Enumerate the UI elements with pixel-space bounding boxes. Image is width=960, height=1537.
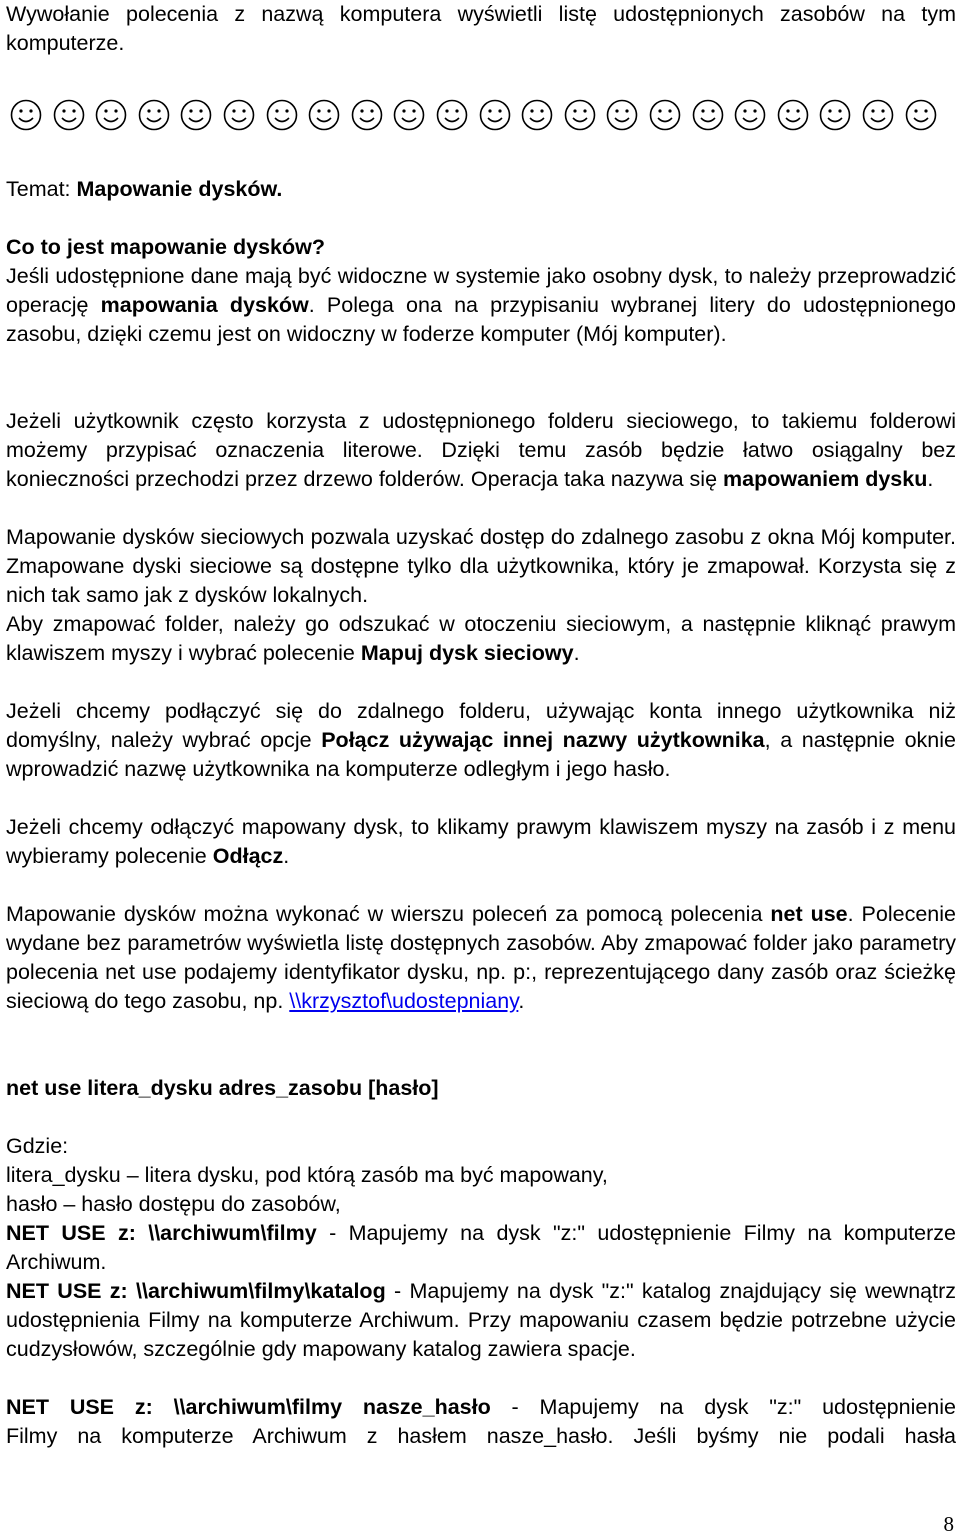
smiley-face-icon bbox=[435, 98, 469, 132]
def2-text: hasło – hasło dostępu do zasobów, bbox=[6, 1192, 341, 1216]
p3-text: Mapowanie dysków sieciowych pozwala uzyskać dostęp do zdalnego zasobu z okna Mój komputer. Zmapowane dyski sieciowe są dostępne tylko dla użytkownika, który je zmapował. Korzysta się z nich tak samo jak z dysków lokalnych. bbox=[6, 525, 956, 607]
topic-label: Temat: bbox=[6, 177, 77, 201]
p5-bold: Połącz używając innej nazwy użytkownika bbox=[321, 728, 765, 752]
topic-title: Mapowanie dysków. bbox=[76, 177, 283, 201]
smiley-face-icon bbox=[179, 98, 213, 132]
smiley-face-icon bbox=[350, 98, 384, 132]
p1-bold: mapowania dysków bbox=[100, 293, 309, 317]
syntax-line bbox=[6, 1074, 956, 1103]
topic-line bbox=[6, 175, 956, 204]
intro-paragraph bbox=[6, 0, 956, 58]
smiley-face-icon bbox=[478, 98, 512, 132]
paragraph-network-drives bbox=[6, 523, 956, 610]
p6-bold: Odłącz bbox=[212, 844, 284, 868]
paragraph-disconnect bbox=[6, 813, 956, 871]
p7-bold: net use bbox=[770, 902, 848, 926]
paragraph-command-line bbox=[6, 900, 956, 1016]
ex1-command: NET USE z: \\archiwum\filmy bbox=[6, 1221, 317, 1245]
network-path-link[interactable]: \\krzysztof\udostepniany bbox=[289, 989, 519, 1013]
ex3-description-2: Filmy na komputerze Archiwum z hasłem nasze_hasło. Jeśli byśmy nie podali hasła bbox=[6, 1424, 956, 1448]
example-1 bbox=[6, 1219, 956, 1277]
question-heading bbox=[6, 233, 956, 262]
p2-text-c: . bbox=[927, 467, 934, 491]
smiley-face-icon bbox=[222, 98, 256, 132]
p5-text-c: , a następnie oknie wprowadzić nazwę użytkownika na komputerze odległym i jego hasło. bbox=[6, 728, 956, 781]
page-number: 8 bbox=[943, 1512, 954, 1536]
p1-text-a: Jeśli udostępnione dane mają być widoczne w systemie jako osobny dysk, to należy przeprowadzić operację bbox=[6, 264, 956, 317]
example-3-line-1 bbox=[6, 1393, 956, 1422]
ex2-command: NET USE z: \\archiwum\filmy\katalog bbox=[6, 1279, 386, 1303]
p4-text-a: Aby zmapować folder, należy go odszukać w otoczeniu sieciowym, a następnie kliknąć prawym klawiszem myszy i wybrać polecenie bbox=[6, 612, 956, 665]
p2-bold: mapowaniem dysku bbox=[723, 467, 928, 491]
ex3-description-1: - Mapujemy na dysk "z:" udostępnienie bbox=[490, 1395, 956, 1419]
smiley-row bbox=[6, 98, 956, 138]
p7-text-d: . bbox=[518, 989, 525, 1013]
p2-text-a: Jeżeli użytkownik często korzysta z udostępnionego folderu sieciowego, to takiemu folderowi możemy przypisać oznaczenia literowe. Dzięki temu zasób będzie łatwo osiągalny bez konieczności przechodzi przez drzewo folderów. Operacja taka nazywa się bbox=[6, 409, 956, 491]
p4-bold: Mapuj dysk sieciowy bbox=[360, 641, 574, 665]
smiley-face-icon bbox=[648, 98, 682, 132]
smiley-face-icon bbox=[520, 98, 554, 132]
ex1-description: - Mapujemy na dysk "z:" udostępnienie Filmy na komputerze Archiwum. bbox=[6, 1221, 956, 1274]
smiley-face-icon bbox=[861, 98, 895, 132]
p1-text-c: . Polega ona na przypisaniu wybranej litery do udostępnionego zasobu, dzięki czemu jest on widoczny w foderze komputer (Mój komputer). bbox=[6, 293, 957, 346]
p6-text-a: Jeżeli chcemy odłączyć mapowany dysk, to klikamy prawym klawiszem myszy na zasób i z menu wybieramy polecenie bbox=[6, 815, 956, 868]
p4-text-c: . bbox=[573, 641, 580, 665]
paragraph-mapping-definition bbox=[6, 262, 956, 349]
smiley-face-icon bbox=[94, 98, 128, 132]
example-3-line-2 bbox=[6, 1422, 956, 1451]
p6-text-c: . bbox=[283, 844, 290, 868]
smiley-face-icon bbox=[307, 98, 341, 132]
gdzie-label bbox=[6, 1132, 956, 1161]
smiley-face-icon bbox=[733, 98, 767, 132]
definition-drive-letter bbox=[6, 1161, 956, 1190]
smiley-face-icon bbox=[392, 98, 426, 132]
smiley-face-icon bbox=[605, 98, 639, 132]
definition-password bbox=[6, 1190, 956, 1219]
def1-text: litera_dysku – litera dysku, pod którą zasób ma być mapowany, bbox=[6, 1163, 608, 1187]
paragraph-how-to-map bbox=[6, 610, 956, 668]
p7-text-a: Mapowanie dysków można wykonać w wierszu poleceń za pomocą polecenia bbox=[6, 902, 771, 926]
p5-text-a: Jeżeli chcemy podłączyć się do zdalnego folderu, używając konta innego użytkownika niż domyślny, należy wybrać opcje bbox=[6, 699, 956, 752]
smiley-face-icon bbox=[691, 98, 725, 132]
smiley-face-icon bbox=[9, 98, 43, 132]
syntax-text: net use litera_dysku adres_zasobu [hasło] bbox=[6, 1076, 439, 1100]
smiley-face-icon bbox=[776, 98, 810, 132]
p7-text-c: . Polecenie wydane bez parametrów wyświetla listę dostępnych zasobów. Aby zmapować folder jako parametry polecenia net use podajemy identyfikator dysku, np. p:, reprezentującego dany zasób oraz ścieżkę sieciową do tego zasobu, np. bbox=[6, 902, 956, 1013]
smiley-face-icon bbox=[904, 98, 938, 132]
paragraph-user-folder bbox=[6, 407, 956, 494]
example-2 bbox=[6, 1277, 956, 1364]
smiley-face-icon bbox=[52, 98, 86, 132]
paragraph-other-user bbox=[6, 697, 956, 784]
ex3-command: NET USE z: \\archiwum\filmy nasze_hasło bbox=[6, 1395, 491, 1419]
smiley-face-icon bbox=[265, 98, 299, 132]
question-text: Co to jest mapowanie dysków? bbox=[6, 235, 325, 259]
smiley-face-icon bbox=[563, 98, 597, 132]
smiley-face-icon bbox=[137, 98, 171, 132]
smiley-face-icon bbox=[818, 98, 852, 132]
gdzie-text: Gdzie: bbox=[6, 1134, 69, 1158]
ex2-description: - Mapujemy na dysk "z:" katalog znajdujący się wewnątrz udostępnienia Filmy na komputerze Archiwum. Przy mapowaniu czasem będzie potrzebne użycie cudzysłowów, szczególnie gdy mapowany katalog zawiera spacje. bbox=[6, 1279, 956, 1361]
intro-text: Wywołanie polecenia z nazwą komputera wyświetli listę udostępnionych zasobów na tym komputerze. bbox=[6, 2, 956, 55]
